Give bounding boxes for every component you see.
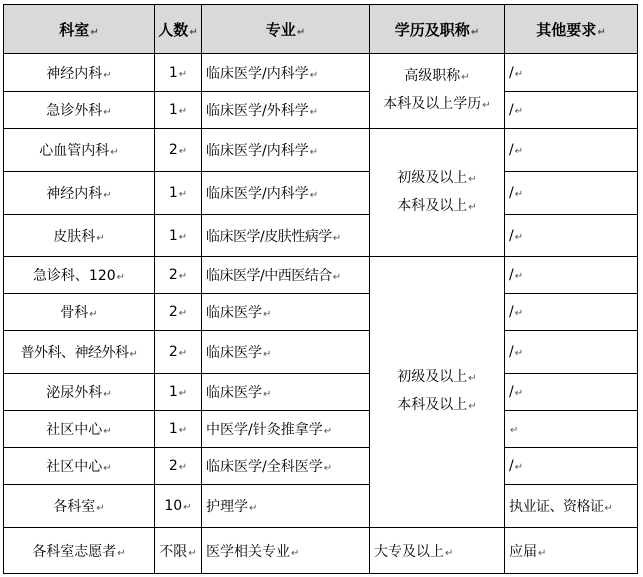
major-cell: 临床医学/内科学↵ — [202, 172, 370, 215]
count-cell: 不限↵ — [155, 528, 202, 574]
major-cell: 中医学/针灸推拿学↵ — [202, 411, 370, 448]
other-cell: ↵ — [505, 411, 638, 448]
other-cell: /↵ — [505, 294, 638, 331]
other-cell: /↵ — [505, 374, 638, 411]
table-row — [4, 215, 638, 257]
count-cell: 1↵ — [155, 92, 202, 129]
other-cell: /↵ — [505, 215, 638, 257]
education-cell: 大专及以上↵ — [370, 528, 505, 574]
other-cell: 执业证、资格证↵ — [505, 485, 638, 528]
count-cell: 2↵ — [155, 257, 202, 294]
table-row — [4, 528, 638, 574]
header-other: 其他要求↵ — [505, 5, 638, 54]
dept-cell: 各科室志愿者↵ — [4, 528, 155, 574]
count-cell: 1↵ — [155, 54, 202, 92]
other-cell: /↵ — [505, 172, 638, 215]
dept-cell: 急诊科、120↵ — [4, 257, 155, 294]
count-cell: 2↵ — [155, 294, 202, 331]
major-cell: 临床医学↵ — [202, 374, 370, 411]
dept-cell: 皮肤科↵ — [4, 215, 155, 257]
table-row — [4, 257, 638, 294]
count-cell: 1↵ — [155, 374, 202, 411]
table-row — [4, 294, 638, 331]
count-cell: 10↵ — [155, 485, 202, 528]
dept-cell: 社区中心↵ — [4, 411, 155, 448]
dept-cell: 神经内科↵ — [4, 54, 155, 92]
major-cell: 临床医学↵ — [202, 294, 370, 331]
education-cell: 高级职称↵ 本科及以上学历↵ — [370, 54, 505, 129]
dept-cell: 泌尿外科↵ — [4, 374, 155, 411]
major-cell: 临床医学/内科学↵ — [202, 54, 370, 92]
dept-cell: 骨科↵ — [4, 294, 155, 331]
table-row — [4, 448, 638, 485]
header-row — [4, 5, 638, 54]
header-count: 人数↵ — [155, 5, 202, 54]
table-row — [4, 92, 638, 129]
count-cell: 2↵ — [155, 448, 202, 485]
count-cell: 1↵ — [155, 215, 202, 257]
recruitment-table — [3, 4, 638, 574]
dept-cell: 各科室↵ — [4, 485, 155, 528]
major-cell: 临床医学↵ — [202, 331, 370, 374]
dept-cell: 急诊外科↵ — [4, 92, 155, 129]
table-row — [4, 54, 638, 92]
table-row — [4, 485, 638, 528]
major-cell: 护理学↵ — [202, 485, 370, 528]
major-cell: 临床医学/皮肤性病学↵ — [202, 215, 370, 257]
table-row — [4, 129, 638, 172]
dept-cell: 普外科、神经外科↵ — [4, 331, 155, 374]
major-cell: 医学相关专业↵ — [202, 528, 370, 574]
education-cell: 初级及以上↵ 本科及以上↵ — [370, 129, 505, 257]
header-education: 学历及职称↵ — [370, 5, 505, 54]
other-cell: /↵ — [505, 129, 638, 172]
major-cell: 临床医学/内科学↵ — [202, 129, 370, 172]
table-row — [4, 331, 638, 374]
other-cell: 应届↵ — [505, 528, 638, 574]
count-cell: 1↵ — [155, 172, 202, 215]
major-cell: 临床医学/全科医学↵ — [202, 448, 370, 485]
dept-cell: 心血管内科↵ — [4, 129, 155, 172]
header-major: 专业↵ — [202, 5, 370, 54]
header-dept: 科室↵ — [4, 5, 155, 54]
other-cell: /↵ — [505, 331, 638, 374]
count-cell: 1↵ — [155, 411, 202, 448]
other-cell: /↵ — [505, 54, 638, 92]
table-row — [4, 374, 638, 411]
table-row — [4, 172, 638, 215]
education-cell: 初级及以上↵ 本科及以上↵ — [370, 257, 505, 528]
dept-cell: 神经内科↵ — [4, 172, 155, 215]
table-row — [4, 411, 638, 448]
other-cell: /↵ — [505, 92, 638, 129]
count-cell: 2↵ — [155, 129, 202, 172]
dept-cell: 社区中心↵ — [4, 448, 155, 485]
other-cell: /↵ — [505, 448, 638, 485]
major-cell: 临床医学/中西医结合↵ — [202, 257, 370, 294]
count-cell: 2↵ — [155, 331, 202, 374]
major-cell: 临床医学/外科学↵ — [202, 92, 370, 129]
other-cell: /↵ — [505, 257, 638, 294]
